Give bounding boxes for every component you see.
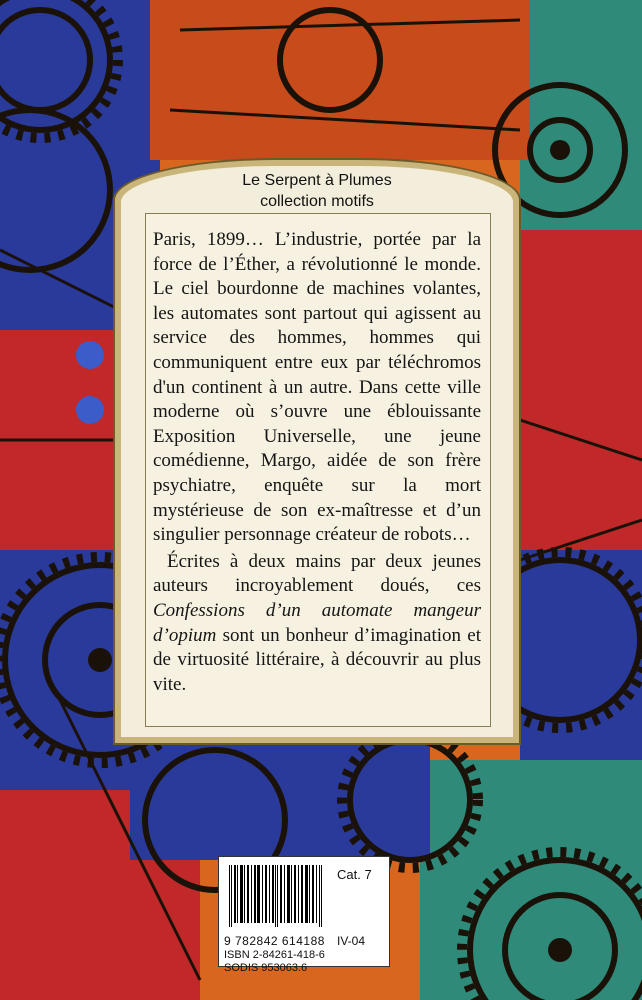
barcode-digits: 9 782842 614188 xyxy=(224,934,325,948)
barcode-icon xyxy=(229,865,324,927)
barcode-label xyxy=(218,856,390,974)
blurb-paragraph-2 xyxy=(153,550,481,698)
isbn-block xyxy=(224,949,325,975)
publisher-name: Le Serpent à Plumes xyxy=(242,172,392,189)
publisher-heading xyxy=(121,170,513,212)
collection-name: collection motifs xyxy=(260,193,374,210)
book-title: Confessions d’un automate mangeur d’opium xyxy=(153,599,481,646)
blurb-paragraph-2-tail: sont un bonheur d’imagination et de virtuosité littéraire, à découvrir au plus vite. xyxy=(153,624,481,695)
sodis-number: SODIS 953063.6 xyxy=(224,962,308,974)
blurb xyxy=(153,228,481,697)
blurb-paragraph-2-lead: Écrites à deux mains par deux jeunes auteurs incroyablement doués, ces xyxy=(153,550,481,597)
isbn-number: ISBN 2-84261-418-6 xyxy=(224,949,325,961)
category-label: Cat. 7 xyxy=(337,867,372,882)
blurb-paragraph-1: Paris, 1899… L’industrie, portée par la force de l’Éther, a révolutionné le monde. Le ciel bourdonne de machines volantes, les automates sont partout qui agissent au service des hommes, hommes qui communiquent entre eux par téléchromos d'un continent à un autre. Dans cette ville moderne où s’ouvre une éblouissante Exposition Universelle, une jeune comédienne, Margo, aidée de son frère psychiatre, enquête sur la mort mystérieuse de son ex-maîtresse et d’un singulier personnage créateur de robots… xyxy=(153,229,481,546)
price-code: IV-04 xyxy=(337,934,366,948)
